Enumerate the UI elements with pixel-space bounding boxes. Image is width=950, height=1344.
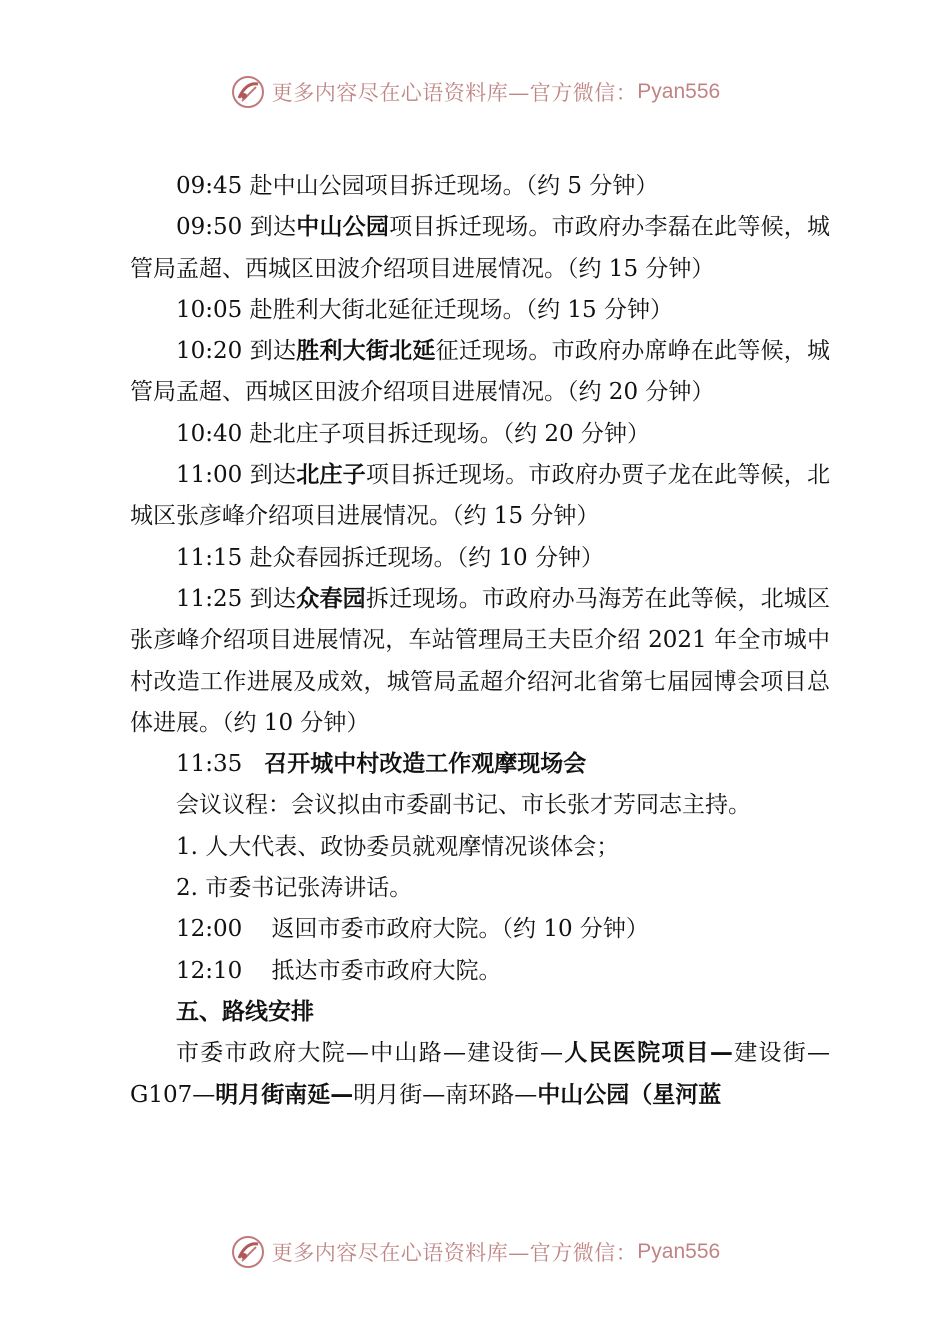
route-stop: 明月街南延— bbox=[215, 1081, 354, 1108]
schedule-paragraph: 09:50 到达中山公园项目拆迁现场。市政府办李磊在此等候，城管局孟超、西城区田波介绍项目进展情况。（约 15 分钟） bbox=[130, 214, 831, 282]
watermark-text: 更多内容尽在心语资料库—官方微信： bbox=[271, 81, 638, 105]
schedule-line: 10:40 赴北庄子项目拆迁现场。（约 20 分钟） bbox=[176, 420, 650, 447]
meeting-title: 召开城中村改造工作观摩现场会 bbox=[264, 751, 587, 778]
watermark-text: 更多内容尽在心语资料库—官方微信： bbox=[271, 1241, 638, 1265]
section-title: 五、路线安排 bbox=[176, 998, 314, 1025]
brand-logo-icon bbox=[230, 74, 266, 110]
meeting-heading: 11:35 召开城中村改造工作观摩现场会 bbox=[176, 751, 587, 778]
location-name: 中山公园 bbox=[296, 214, 390, 241]
schedule-line: 12:00 返回市委市政府大院。（约 10 分钟） bbox=[176, 916, 649, 943]
schedule-paragraph: 10:20 到达胜利大街北延征迁现场。市政府办席峥在此等候，城管局孟超、西城区田波介绍项目进展情况。（约 20 分钟） bbox=[130, 338, 831, 406]
agenda-item: 2. 市委书记张涛讲话。 bbox=[176, 875, 413, 902]
schedule-paragraph: 11:00 到达北庄子项目拆迁现场。市政府办贾子龙在此等候，北城区张彦峰介绍项目进展情况。（约 15 分钟） bbox=[130, 462, 831, 530]
schedule-line: 09:45 赴中山公园项目拆迁现场。（约 5 分钟） bbox=[176, 173, 659, 199]
route-stop: 人民医院项目— bbox=[563, 1040, 733, 1067]
watermark-wechat-id: Pyan556 bbox=[637, 1240, 721, 1263]
schedule-line: 11:15 赴众春园拆迁现场。（约 10 分钟） bbox=[176, 544, 604, 571]
agenda-intro: 会议议程：会议拟由市委副书记、市长张才芳同志主持。 bbox=[176, 792, 751, 819]
agenda-item: 1. 人大代表、政协委员就观摩情况谈体会； bbox=[176, 833, 620, 860]
brand-logo-icon bbox=[230, 1234, 266, 1270]
schedule-line: 10:05 赴胜利大街北延征迁现场。（约 15 分钟） bbox=[176, 296, 673, 323]
watermark-wechat-id: Pyan556 bbox=[637, 80, 721, 103]
schedule-line: 12:10 抵达市委市政府大院。 bbox=[176, 957, 502, 984]
location-name: 众春园 bbox=[296, 585, 366, 612]
route-stop: 中山公园（星河蓝 bbox=[537, 1081, 722, 1108]
location-name: 胜利大街北延 bbox=[296, 338, 436, 365]
location-name: 北庄子 bbox=[296, 462, 366, 489]
footer-watermark bbox=[0, 1230, 950, 1274]
header-watermark bbox=[0, 70, 950, 114]
document-body bbox=[130, 166, 830, 1116]
schedule-paragraph: 11:25 到达众春园拆迁现场。市政府办马海芳在此等候，北城区张彦峰介绍项目进展情况，车站管理局王夫臣介绍 2021 年全市城中村改造工作进展及成效，城管局孟超介绍河北省第七届园博会项目总体进展。（约 10 分钟） bbox=[130, 585, 831, 736]
route-paragraph: 市委市政府大院—中山路—建设街—人民医院项目—建设街—G107—明月街南延—明月街—南环路—中山公园（星河蓝 bbox=[130, 1040, 831, 1108]
